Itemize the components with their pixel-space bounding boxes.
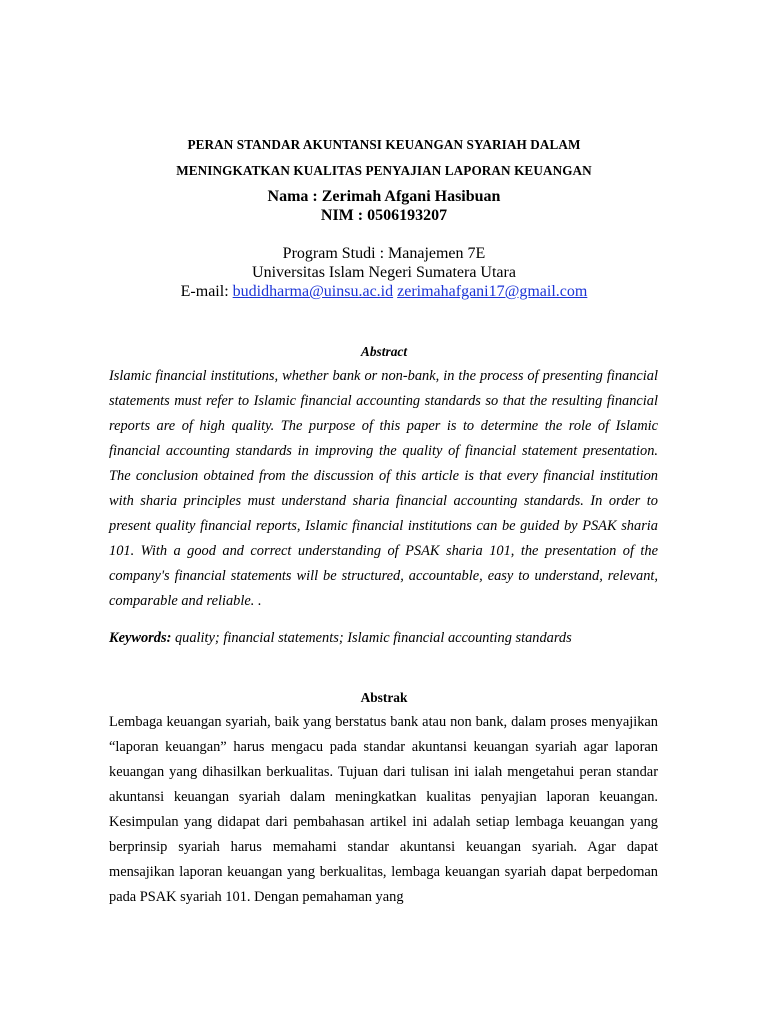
email-line bbox=[0, 283, 768, 301]
abstrak-heading: Abstrak bbox=[360, 690, 408, 705]
keywords-line bbox=[109, 630, 669, 647]
paper-title-line-2: MENINGKATKAN KUALITAS PENYAJIAN LAPORAN KEUANGAN bbox=[176, 163, 592, 178]
author-nim: NIM : 0506193207 bbox=[320, 207, 448, 224]
abstract-heading: Abstract bbox=[360, 344, 408, 359]
author-name: Nama : Zerimah Afgani Hasibuan bbox=[267, 188, 501, 205]
study-program: Program Studi : Manajemen 7E bbox=[282, 245, 486, 262]
abstract-body: Islamic financial institutions, whether bank or non-bank, in the process of presenting financial statements must refer to Islamic financial accounting standards so that the resulting financial reports are of high quality. The purpose of this paper is to determine the role of Islamic financial accounting standards in improving the quality of financial statement presentation. The conclusion obtained from the discussion of this article is that every financial institution with sharia principles must understand sharia financial accounting standards. In order to present quality financial reports, Islamic financial institutions can be guided by PSAK sharia 101. With a good and correct understanding of PSAK sharia 101, the presentation of the company's financial statements will be structured, accountable, easy to understand, relevant, comparable and reliable. . bbox=[109, 368, 658, 609]
keywords-text: quality; financial statements; Islamic financial accounting standards bbox=[174, 630, 572, 646]
email-link-2[interactable]: zerimahafgani17@gmail.com bbox=[397, 283, 588, 300]
abstrak-body: Lembaga keuangan syariah, baik yang berstatus bank atau non bank, dalam proses menyajikan “laporan keuangan” harus mengacu pada standar akuntansi keuangan syariah agar laporan keuangan yang dihasilkan berkualitas. Tujuan dari tulisan ini ialah mengetahui peran standar akuntansi keuangan syariah dalam meningkatkan kualitas penyajian laporan keuangan. Kesimpulan yang didapat dari pembahasan artikel ini adalah setiap lembaga keuangan yang berprinsip syariah harus memahami standar akuntansi keuangan syariah. Agar dapat mensajikan laporan keuangan yang berkualitas, lembaga keuangan syariah dapat berpedoman pada PSAK syariah 101. Dengan pemahaman yang bbox=[109, 714, 658, 905]
paper-title-line-1: PERAN STANDAR AKUNTANSI KEUANGAN SYARIAH DALAM bbox=[187, 137, 581, 152]
email-link-1[interactable]: budidharma@uinsu.ac.id bbox=[232, 283, 394, 300]
keywords-label: Keywords: bbox=[109, 630, 172, 646]
university-name: Universitas Islam Negeri Sumatera Utara bbox=[252, 264, 516, 281]
email-label: E-mail: bbox=[180, 283, 229, 300]
